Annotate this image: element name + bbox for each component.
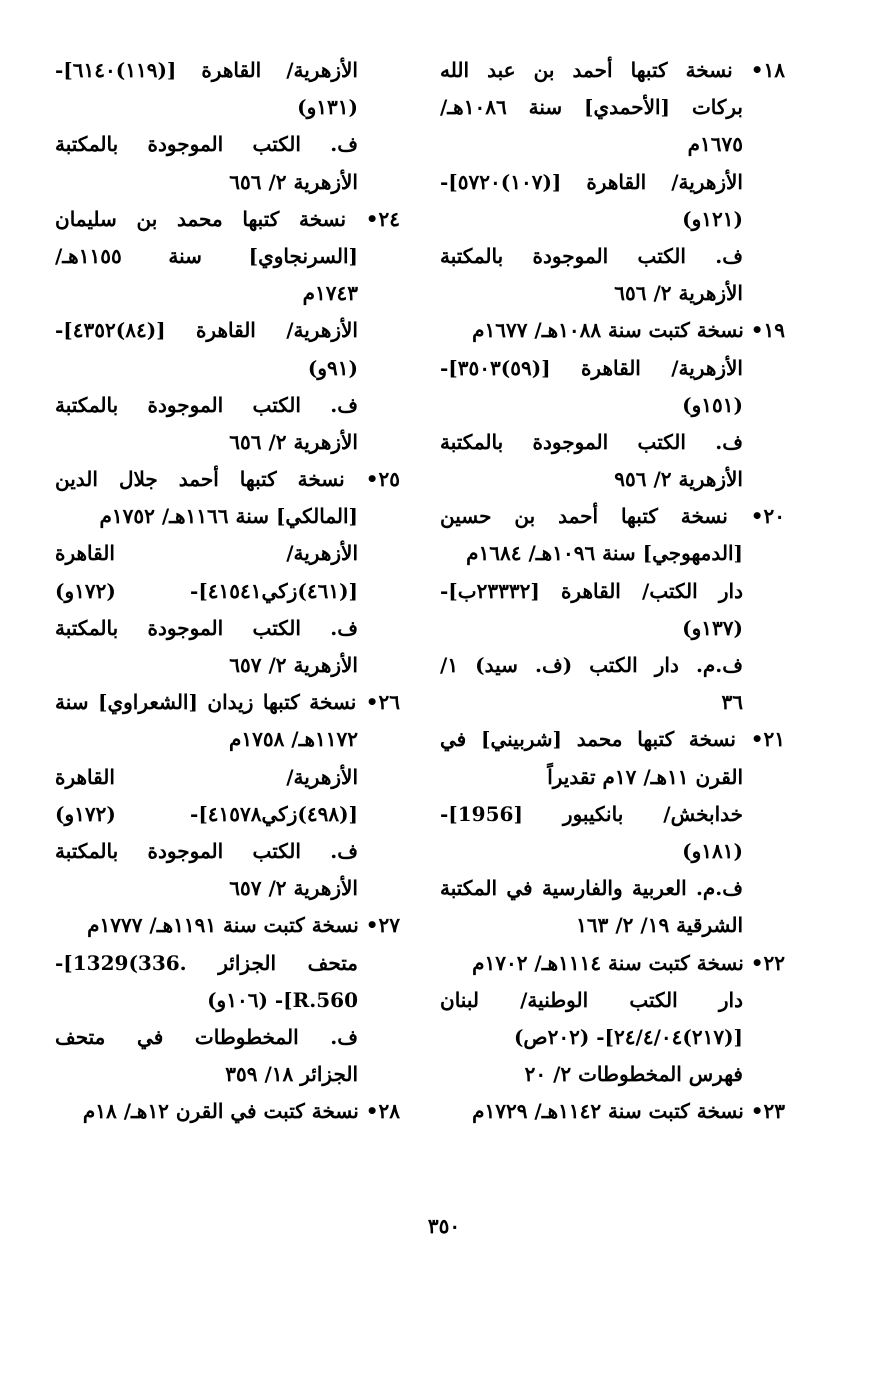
entry-line: متحف الجزائر .336)1329]-	[55, 950, 358, 975]
entry-line: الأزهرية/ القاهرة [(١٠٧)٥٧٢٠]-	[440, 169, 743, 194]
entry-line: الأزهرية ٢/ ٦٥٧	[229, 653, 358, 677]
entry-line: الأزهرية ٢/ ٦٥٦	[614, 281, 743, 306]
entry-line: (١٣١و)	[297, 95, 358, 120]
entry-heading-line: ٢٣• نسخة كتبت سنة ١١٤٢هـ/ ١٧٢٩م	[472, 1099, 785, 1124]
entry-line: ٣٦	[721, 690, 743, 715]
entry-line: ف. الكتب الموجودة بالمكتبة	[440, 243, 743, 268]
entry-line: الجزائر ١٨/ ٣٥٩	[225, 1062, 358, 1087]
entry-line: [الدمهوجي] سنة ١٠٩٦هـ/ ١٦٨٤م	[466, 541, 743, 566]
entry-line: [السرنجاوي] سنة ١١٥٥هـ/	[55, 243, 358, 268]
entry-heading-line: ٢٥• نسخة كتبها أحمد جلال الدين	[55, 467, 400, 492]
entry-line: فهرس المخطوطات ٢/ ٢٠	[524, 1062, 743, 1087]
entry-line: ف. الكتب الموجودة بالمكتبة	[440, 429, 743, 454]
entry-line: ف. الكتب الموجودة بالمكتبة	[55, 392, 358, 417]
right-column	[440, 52, 785, 1130]
entry-heading-line: ٢٦• نسخة كتبها زيدان [الشعراوي] سنة	[55, 690, 400, 715]
entry-line: (١٥١و)	[682, 392, 743, 417]
entry-line: الأزهرية/ القاهرة [(١١٩)٦١٤٠]-	[55, 58, 358, 82]
entry-line: الأزهرية/ القاهرة [(٥٩)٣٥٠٣]-	[440, 355, 743, 380]
entry-line: الأزهرية/ القاهرة	[55, 764, 358, 789]
entry-heading-line: ٢٨• نسخة كتبت في القرن ١٢هـ/ ١٨م	[82, 1099, 400, 1124]
entry-line: الأزهرية ٢/ ٦٥٧	[229, 876, 358, 901]
page-number: ٣٥٠	[427, 1214, 461, 1238]
entry-heading-line: ٢٤• نسخة كتبها محمد بن سليمان	[55, 206, 400, 231]
entry-line: R.560]- (١٠٦و)	[207, 987, 358, 1012]
entry-line: [(٤٩٨)زكي٤١٥٧٨]- (١٧٢و)	[55, 801, 358, 826]
entry-line: الأزهرية ٢/ ٦٥٦	[229, 429, 358, 454]
entry-line: [المالكي] سنة ١١٦٦هـ/ ١٧٥٢م	[99, 504, 358, 529]
entry-line: الأزهرية ٢/ ٩٥٦	[614, 467, 743, 492]
entry-line: (٩١و)	[307, 355, 358, 380]
entry-line: [(٤٦١)زكي٤١٥٤١]- (١٧٢و)	[55, 578, 358, 603]
entry-line: خدابخش/ بانكيبور [1956]-	[440, 801, 743, 826]
entry-heading-line: ١٨• نسخة كتبها أحمد بن عبد الله	[440, 58, 785, 82]
entry-heading-line: ٢١• نسخة كتبها محمد [شربيني] في	[440, 727, 785, 752]
entry-line: ف. الكتب الموجودة بالمكتبة	[55, 615, 358, 640]
entry-line: ١١٧٢هـ/ ١٧٥٨م	[228, 727, 358, 752]
entry-line: دار الكتب/ القاهرة [٢٣٣٣٢ب]-	[440, 578, 743, 603]
entry-line: الشرقية ١٩/ ٢/ ١٦٣	[576, 913, 743, 938]
entry-line: الأزهرية/ القاهرة	[55, 541, 358, 566]
entry-heading-line: ٢٢• نسخة كتبت سنة ١١١٤هـ/ ١٧٠٢م	[472, 950, 785, 975]
entry-heading-line: ٢٧• نسخة كتبت سنة ١١٩١هـ/ ١٧٧٧م	[87, 913, 400, 938]
entry-line: (١٣٧و)	[682, 615, 743, 640]
entry-heading-line: ٢٠• نسخة كتبها أحمد بن حسين	[440, 504, 785, 529]
entry-line: القرن ١١هـ/ ١٧م تقديراً	[547, 764, 743, 789]
entry-line: الأزهرية/ القاهرة [(٨٤)٤٣٥٢]-	[55, 318, 358, 343]
entry-line: ف. المخطوطات في متحف	[55, 1024, 358, 1049]
entry-line: بركات [الأحمدي] سنة ١٠٨٦هـ/	[440, 95, 743, 120]
entry-line: ف.م. العربية والفارسية في المكتبة	[440, 876, 743, 901]
left-column	[55, 52, 400, 1130]
entry-line: ف.م. دار الكتب (ف. سيد) ١/	[440, 653, 743, 677]
entry-line: دار الكتب الوطنية/ لبنان	[440, 987, 743, 1012]
entry-line: (١٨١و)	[682, 838, 743, 863]
entry-line: ف. الكتب الموجودة بالمكتبة	[55, 838, 358, 863]
entry-line: [(٢١٧)٢٤/٤/٠٤]- (٢٠٢ص)	[513, 1024, 743, 1049]
entry-line: ١٦٧٥م	[687, 132, 743, 157]
entry-line: ١٧٤٣م	[302, 281, 358, 306]
entry-line: الأزهرية ٢/ ٦٥٦	[229, 169, 358, 194]
entry-line: (١٢١و)	[682, 206, 743, 231]
entry-heading-line: ١٩• نسخة كتبت سنة ١٠٨٨هـ/ ١٦٧٧م	[472, 318, 785, 343]
entry-line: ف. الكتب الموجودة بالمكتبة	[55, 132, 358, 157]
